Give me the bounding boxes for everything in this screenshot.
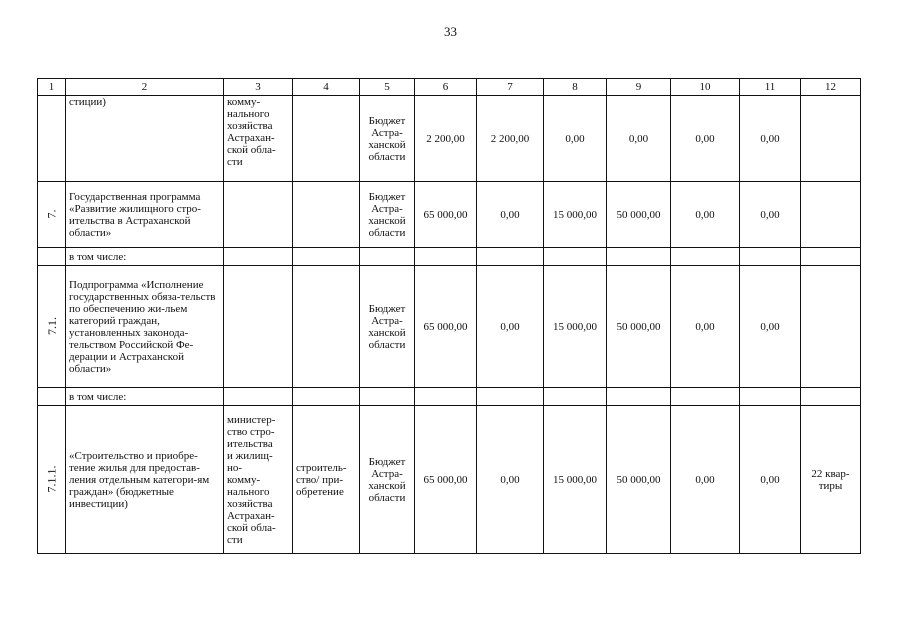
empty-cell [607, 248, 671, 266]
form-cell [293, 266, 360, 388]
table-row [38, 406, 861, 554]
source-cell: Бюджет Астра- ханской области [360, 406, 415, 554]
form-cell [293, 96, 360, 182]
value-cell: 15 000,00 [544, 182, 607, 248]
program-name-cell: стиции) [66, 96, 224, 182]
value-cell: 0,00 [477, 182, 544, 248]
empty-cell [671, 248, 740, 266]
column-header: 12 [801, 79, 861, 96]
value-cell: 0,00 [671, 96, 740, 182]
column-header: 3 [224, 79, 293, 96]
subheader-cell: в том числе: [66, 248, 224, 266]
column-header: 9 [607, 79, 671, 96]
value-cell: 2 200,00 [415, 96, 477, 182]
column-header: 5 [360, 79, 415, 96]
row-number-cell [38, 96, 66, 182]
column-header: 1 [38, 79, 66, 96]
result-cell [801, 266, 861, 388]
column-header: 4 [293, 79, 360, 96]
value-cell: 0,00 [740, 266, 801, 388]
program-name-cell: «Строительство и приобре-тение жилья для предостав-ления отдельным категори-ям граждан» (бюджетные инвестиции) [66, 406, 224, 554]
empty-cell [477, 248, 544, 266]
value-cell: 65 000,00 [415, 266, 477, 388]
table-header-row [38, 79, 861, 96]
value-cell: 0,00 [740, 182, 801, 248]
column-header: 7 [477, 79, 544, 96]
column-header: 2 [66, 79, 224, 96]
value-cell: 0,00 [671, 266, 740, 388]
value-cell: 65 000,00 [415, 406, 477, 554]
value-cell: 0,00 [477, 266, 544, 388]
table-row [38, 266, 861, 388]
empty-cell [740, 388, 801, 406]
empty-cell [293, 388, 360, 406]
table-row [38, 182, 861, 248]
empty-cell [415, 388, 477, 406]
empty-cell [544, 388, 607, 406]
page-number: 33 [444, 24, 457, 39]
executor-cell [224, 182, 293, 248]
budget-table [37, 78, 861, 554]
program-name-cell: Подпрограмма «Исполнение государственных обяза-тельств по обеспечению жи-льем категорий граждан, установленных законода-тельством Российской Фе-дерации и Астраханской области» [66, 266, 224, 388]
value-cell: 0,00 [740, 406, 801, 554]
result-cell [801, 182, 861, 248]
empty-cell [360, 388, 415, 406]
executor-cell: министер- ство стро- ительства и жилищ- но- комму- нального хозяйства Астрахан- ской обла- сти [224, 406, 293, 554]
value-cell: 0,00 [607, 96, 671, 182]
empty-cell [415, 248, 477, 266]
value-cell: 0,00 [671, 406, 740, 554]
value-cell: 0,00 [477, 406, 544, 554]
empty-cell [293, 248, 360, 266]
row-number-cell [38, 248, 66, 266]
form-cell [293, 182, 360, 248]
empty-cell [671, 388, 740, 406]
value-cell: 50 000,00 [607, 406, 671, 554]
row-number-cell [38, 388, 66, 406]
empty-cell [801, 388, 861, 406]
form-cell: строитель- ство/ при- обретение [293, 406, 360, 554]
empty-cell [224, 388, 293, 406]
result-cell: 22 квар- тиры [801, 406, 861, 554]
empty-cell [801, 248, 861, 266]
row-number-cell: 7. [38, 182, 66, 248]
value-cell: 2 200,00 [477, 96, 544, 182]
value-cell: 0,00 [671, 182, 740, 248]
source-cell: Бюджет Астра- ханской области [360, 266, 415, 388]
executor-cell [224, 266, 293, 388]
executor-cell: комму- нального хозяйства Астрахан- ской обла- сти [224, 96, 293, 182]
program-name-cell: Государственная программа «Развитие жилищного стро-ительства в Астраханской области» [66, 182, 224, 248]
column-header: 10 [671, 79, 740, 96]
empty-cell [360, 248, 415, 266]
source-cell: Бюджет Астра- ханской области [360, 96, 415, 182]
subheader-cell: в том числе: [66, 388, 224, 406]
value-cell: 50 000,00 [607, 182, 671, 248]
result-cell [801, 96, 861, 182]
empty-cell [477, 388, 544, 406]
value-cell: 15 000,00 [544, 406, 607, 554]
column-header: 6 [415, 79, 477, 96]
table-row [38, 248, 861, 266]
column-header: 8 [544, 79, 607, 96]
value-cell: 0,00 [740, 96, 801, 182]
value-cell: 15 000,00 [544, 266, 607, 388]
table-row [38, 388, 861, 406]
value-cell: 50 000,00 [607, 266, 671, 388]
empty-cell [607, 388, 671, 406]
empty-cell [740, 248, 801, 266]
table-row [38, 96, 861, 182]
source-cell: Бюджет Астра- ханской области [360, 182, 415, 248]
row-number-cell: 7.1.1. [38, 406, 66, 554]
empty-cell [224, 248, 293, 266]
value-cell: 65 000,00 [415, 182, 477, 248]
column-header: 11 [740, 79, 801, 96]
row-number-cell: 7.1. [38, 266, 66, 388]
value-cell: 0,00 [544, 96, 607, 182]
empty-cell [544, 248, 607, 266]
